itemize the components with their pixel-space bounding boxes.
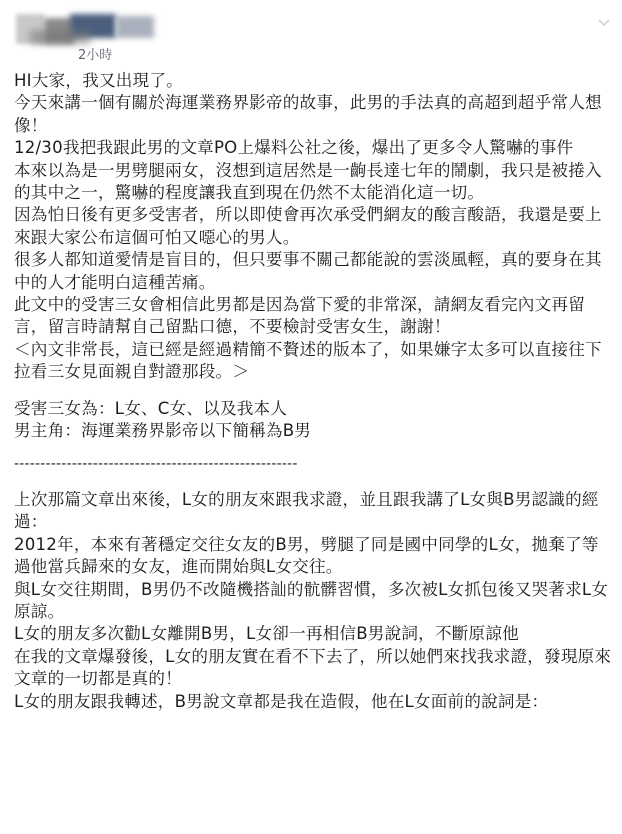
post-body [14, 70, 614, 713]
post-paragraph: 此文中的受害三女會相信此男都是因為當下愛的非常深，請網友看完內文再留言，留言時請幫自己留點口德，不要檢討受害女生，謝謝！ [14, 295, 585, 337]
post-paragraph: L女的朋友多次勸L女離開B男，L女卻一再相信B男說詞，不斷原諒他 [14, 624, 519, 644]
post-paragraph: 男主角：海運業務界影帝以下簡稱為B男 [14, 421, 312, 441]
post-paragraph: 2012年，本來有著穩定交往女友的B男，劈腿了同是國中同學的L女，拋棄了等過他當兵歸來的女友，進而開始與L女交往。 [14, 534, 599, 577]
post-paragraph: 本來以為是一男劈腿兩女，沒想到這居然是一齣長達七年的鬧劇，我只是被捲入的其中之一，驚嚇的程度讓我直到現在仍然不太能消化這一切。 [14, 160, 602, 203]
post-paragraph: 受害三女為：L女、C女、以及我本人 [14, 398, 288, 418]
post-paragraph: 與L女交往期間，B男仍不改隨機搭訕的骯髒習慣，多次被L女抓包後又哭著求L女原諒。 [14, 579, 609, 621]
post-paragraph: 今天來講一個有關於海運業務界影帝的故事，此男的手法真的高超到超乎常人想像！ [14, 93, 602, 135]
author-name-blur-2 [116, 16, 154, 38]
post-paragraph: 很多人都知道愛情是盲目的，但只要事不關己都能說的雲淡風輕，真的要身在其中的人才能明白這種苦痛。 [14, 250, 602, 292]
post-paragraph: HI大家，我又出現了。 [14, 71, 183, 90]
separator-line: ------------------------------------------------------ [14, 455, 298, 472]
post-paragraph: 12/30我把我跟此男的文章PO上爆料公社之後，爆出了更多令人驚嚇的事件 [14, 138, 574, 158]
post-timestamp[interactable]: 2小時 [78, 48, 113, 63]
post-paragraph: ＜內文非常長，這已經是經過精簡不贅述的版本了，如果嫌字太多可以直接往下拉看三女見面親自對證那段。＞ [14, 339, 602, 382]
post-paragraph: L女的朋友跟我轉述，B男說文章都是我在造假，他在L女面前的說詞是： [14, 691, 549, 711]
post-header [0, 0, 622, 66]
post-paragraph: 因為怕日後有更多受害者，所以即使會再次承受們網友的酸言酸語，我還是要上來跟大家公布這個可怕又噁心的男人。 [14, 205, 602, 247]
author-name-blur-3 [30, 30, 90, 44]
chevron-down-icon[interactable] [596, 14, 612, 30]
post-paragraph: 上次那篇文章出來後，L女的朋友來跟我求證，並且跟我講了L女與B男認識的經過： [14, 489, 599, 532]
post-paragraph: 在我的文章爆發後，L女的朋友實在看不下去了，所以她們來找我求證，發現原來文章的一切都是真的！ [14, 646, 612, 689]
